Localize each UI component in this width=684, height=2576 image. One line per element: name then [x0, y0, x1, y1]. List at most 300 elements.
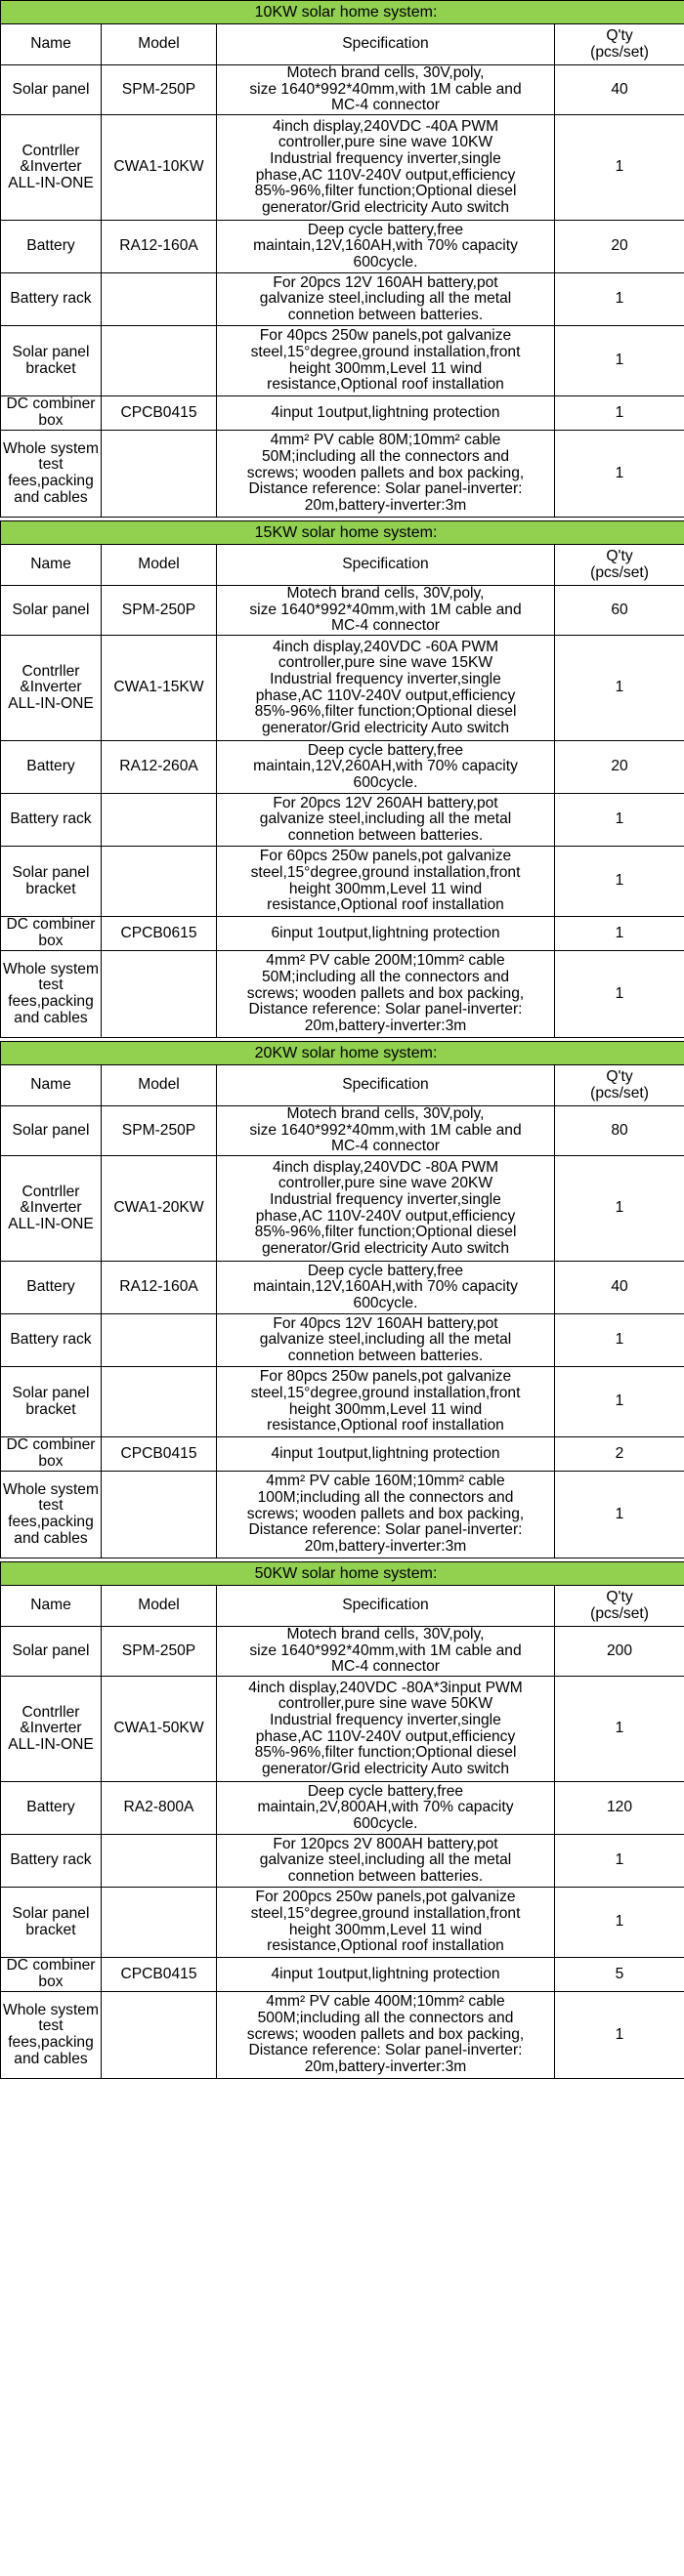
header-name: Name	[1, 1065, 102, 1106]
spec-line: connetion between batteries.	[287, 1867, 484, 1885]
item-name-line: &Inverter	[20, 158, 82, 176]
spec-line: Industrial frequency inverter,single	[270, 1190, 501, 1208]
header-name: Name	[1, 545, 102, 586]
item-model	[102, 794, 217, 847]
spec-line: galvanize steel,including all the metal	[259, 1851, 512, 1869]
item-model	[102, 1992, 217, 2079]
item-specification	[217, 1627, 555, 1677]
item-name-line: and cables	[14, 1529, 88, 1547]
item-name-line: Whole system	[3, 1480, 99, 1498]
item-name-line: Whole system	[3, 2001, 99, 2018]
spec-line: generator/Grid electricity Auto switch	[261, 1760, 510, 1777]
spec-line: 4input 1output,lightning protection	[271, 1965, 500, 1982]
item-name	[1, 1677, 102, 1782]
table-row	[1, 326, 684, 396]
item-name	[1, 221, 102, 273]
item-quantity: 1	[555, 1367, 684, 1437]
item-name-line: DC combiner	[6, 1957, 96, 1974]
spec-line: size 1640*992*40mm,with 1M cable and	[249, 80, 522, 98]
item-name	[1, 1835, 102, 1888]
header-model: Model	[102, 24, 217, 65]
item-model: CWA1-20KW	[102, 1156, 217, 1262]
spec-line: generator/Grid electricity Auto switch	[261, 198, 510, 216]
spec-line: For 200pcs 250w panels,pot galvanize	[255, 1889, 516, 1906]
item-name-line: &Inverter	[20, 1199, 82, 1217]
item-specification	[217, 1835, 555, 1888]
item-specification	[217, 741, 555, 794]
table-row	[1, 917, 684, 951]
item-quantity: 1	[555, 847, 684, 917]
item-quantity: 1	[555, 396, 684, 431]
spec-line: 4inch display,240VDC -60A PWM	[272, 638, 499, 655]
spec-line: 4mm² PV cable 400M;10mm² cable	[266, 1993, 505, 2011]
spec-line: 100M;including all the connectors and	[257, 1489, 514, 1507]
item-quantity: 40	[555, 1262, 684, 1314]
header-row	[1, 545, 684, 586]
spec-line: Motech brand cells, 30V,poly,	[286, 1626, 485, 1643]
item-name	[1, 951, 102, 1038]
spec-line: 85%-96%,filter function;Optional diesel	[254, 1224, 517, 1241]
item-specification	[217, 1958, 555, 1992]
item-name-line: ALL-IN-ONE	[8, 1215, 94, 1232]
header-qty-line: Q'ty	[606, 1588, 633, 1605]
table-row	[1, 847, 684, 917]
spec-line: 85%-96%,filter function;Optional diesel	[254, 183, 517, 200]
table-row	[1, 636, 684, 741]
header-row	[1, 1065, 684, 1106]
item-name	[1, 847, 102, 917]
item-specification	[217, 221, 555, 273]
item-name	[1, 794, 102, 847]
spec-line: 6input 1output,lightning protection	[271, 924, 500, 941]
table-row	[1, 273, 684, 326]
item-specification	[217, 1888, 555, 1958]
system-title: 20KW solar home system:	[1, 1042, 684, 1065]
item-name-line: fees,packing	[8, 993, 94, 1011]
spec-line: generator/Grid electricity Auto switch	[261, 1239, 510, 1257]
header-qty-line: (pcs/set)	[590, 1604, 649, 1622]
item-quantity: 1	[555, 636, 684, 741]
spec-line: height 300mm,Level 11 wind	[288, 1400, 483, 1418]
item-specification	[217, 1782, 555, 1835]
item-specification	[217, 794, 555, 847]
item-specification	[217, 1437, 555, 1472]
item-quantity: 2	[555, 1437, 684, 1472]
header-specification: Specification	[217, 24, 555, 65]
table-row	[1, 1262, 684, 1314]
item-name-line: Solar panel	[12, 80, 90, 98]
system-title-row	[1, 521, 684, 545]
item-name-line: box	[38, 1974, 64, 1991]
item-name-line: fees,packing	[8, 1514, 94, 1531]
spec-line: screws; wooden pallets and box packing,	[246, 464, 525, 481]
item-name-line: fees,packing	[8, 2034, 94, 2052]
item-name-line: DC combiner	[6, 916, 96, 934]
item-specification	[217, 586, 555, 636]
item-name	[1, 115, 102, 221]
spec-line: Motech brand cells, 30V,poly,	[286, 1105, 485, 1123]
item-quantity: 1	[555, 1472, 684, 1558]
item-model: CWA1-10KW	[102, 115, 217, 221]
item-model: SPM-250P	[102, 1106, 217, 1156]
system-table	[0, 0, 684, 518]
item-name	[1, 431, 102, 518]
spec-line: galvanize steel,including all the metal	[259, 1331, 512, 1349]
table-row	[1, 431, 684, 518]
item-name	[1, 1314, 102, 1367]
item-specification	[217, 847, 555, 917]
header-quantity	[555, 24, 684, 65]
header-quantity	[555, 1586, 684, 1627]
table-row	[1, 1888, 684, 1958]
item-name-line: Solar panel	[12, 601, 90, 618]
item-name-line: bracket	[25, 1921, 76, 1938]
system-title-row	[1, 1562, 684, 1586]
spec-line: 600cycle.	[353, 1294, 418, 1311]
header-qty-line: (pcs/set)	[590, 1084, 649, 1101]
item-specification	[217, 1472, 555, 1558]
item-quantity: 1	[555, 1992, 684, 2079]
table-row	[1, 221, 684, 273]
item-specification	[217, 951, 555, 1038]
item-name	[1, 1156, 102, 1262]
item-name-line: Battery rack	[10, 290, 92, 308]
item-model: RA12-260A	[102, 741, 217, 794]
item-model: SPM-250P	[102, 65, 217, 115]
item-model	[102, 1314, 217, 1367]
item-model: RA12-160A	[102, 221, 217, 273]
table-row	[1, 1314, 684, 1367]
item-name	[1, 1627, 102, 1677]
spec-line: connetion between batteries.	[287, 1347, 484, 1364]
spec-line: phase,AC 110V-240V output,efficiency	[255, 686, 516, 704]
spec-line: maintain,12V,160AH,with 70% capacity	[253, 1278, 518, 1296]
spec-line: Distance reference: Solar panel-inverter:	[248, 480, 523, 498]
header-quantity	[555, 1065, 684, 1106]
spec-line: For 40pcs 12V 160AH battery,pot	[273, 1314, 498, 1332]
item-name-line: Solar panel	[12, 343, 90, 360]
spec-line: generator/Grid electricity Auto switch	[261, 719, 510, 736]
item-quantity: 1	[555, 951, 684, 1038]
item-name	[1, 741, 102, 794]
item-specification	[217, 396, 555, 431]
item-specification	[217, 636, 555, 741]
spec-line: controller,pure sine wave 50KW	[278, 1695, 493, 1713]
item-name-line: DC combiner	[6, 1436, 96, 1454]
item-name-line: test	[38, 1497, 64, 1515]
table-row	[1, 586, 684, 636]
system-title-row	[1, 1042, 684, 1065]
item-name-line: DC combiner	[6, 395, 96, 413]
spec-line: Motech brand cells, 30V,poly,	[286, 585, 485, 602]
item-model: CPCB0415	[102, 1958, 217, 1992]
header-model: Model	[102, 545, 217, 586]
item-model: CWA1-50KW	[102, 1677, 217, 1782]
spec-line: 4input 1output,lightning protection	[271, 403, 500, 421]
spec-line: For 20pcs 12V 260AH battery,pot	[273, 794, 498, 811]
spec-line: 20m,battery-inverter:3m	[304, 1018, 467, 1035]
table-row	[1, 794, 684, 847]
spec-line: For 20pcs 12V 160AH battery,pot	[273, 273, 498, 291]
item-name-line: Whole system	[3, 960, 99, 977]
item-model: CPCB0415	[102, 1437, 217, 1472]
spec-line: MC-4 connector	[331, 1138, 440, 1155]
item-name-line: Battery	[26, 1799, 75, 1816]
item-specification	[217, 1156, 555, 1262]
item-quantity: 1	[555, 326, 684, 396]
item-quantity: 1	[555, 917, 684, 951]
spec-line: controller,pure sine wave 20KW	[278, 1175, 493, 1192]
spec-line: Motech brand cells, 30V,poly,	[286, 64, 485, 81]
header-model: Model	[102, 1065, 217, 1106]
spec-line: Deep cycle battery,free	[307, 1262, 464, 1279]
item-quantity: 40	[555, 65, 684, 115]
item-quantity: 1	[555, 115, 684, 221]
item-specification	[217, 65, 555, 115]
item-quantity: 1	[555, 1314, 684, 1367]
item-name	[1, 65, 102, 115]
item-name	[1, 1262, 102, 1314]
item-name	[1, 917, 102, 951]
spec-line: size 1640*992*40mm,with 1M cable and	[249, 1641, 522, 1659]
item-name-line: Solar panel	[12, 863, 90, 881]
spec-line: For 60pcs 250w panels,pot galvanize	[259, 848, 512, 865]
item-name-line: Solar panel	[12, 1904, 90, 1922]
spec-line: steel,15°degree,ground installation,front	[250, 1384, 521, 1401]
item-name-line: Solar panel	[12, 1384, 90, 1401]
item-name	[1, 1992, 102, 2079]
item-name-line: Contrller	[21, 1703, 80, 1721]
item-model	[102, 431, 217, 518]
spec-line: galvanize steel,including all the metal	[259, 810, 512, 828]
spec-line: height 300mm,Level 11 wind	[288, 1921, 483, 1938]
item-specification	[217, 273, 555, 326]
spec-line: steel,15°degree,ground installation,front	[250, 1904, 521, 1922]
spec-line: 4mm² PV cable 200M;10mm² cable	[266, 952, 505, 970]
spec-line: Industrial frequency inverter,single	[270, 149, 501, 167]
item-quantity: 1	[555, 273, 684, 326]
table-row	[1, 1677, 684, 1782]
item-name-line: bracket	[25, 880, 76, 897]
item-name-line: test	[38, 976, 64, 994]
item-model: SPM-250P	[102, 1627, 217, 1677]
spec-line: resistance,Optional roof installation	[267, 896, 504, 914]
spec-line: maintain,12V,260AH,with 70% capacity	[253, 758, 518, 775]
table-row	[1, 1958, 684, 1992]
header-qty-line: Q'ty	[606, 547, 633, 564]
table-row	[1, 1106, 684, 1156]
table-row	[1, 115, 684, 221]
spec-line: size 1640*992*40mm,with 1M cable and	[249, 1121, 522, 1139]
item-name-line: Contrller	[21, 1183, 80, 1200]
spec-line: MC-4 connector	[331, 617, 440, 635]
spec-line: height 300mm,Level 11 wind	[288, 880, 483, 897]
spec-line: 20m,battery-inverter:3m	[304, 2058, 467, 2076]
item-quantity: 20	[555, 741, 684, 794]
spec-line: phase,AC 110V-240V output,efficiency	[255, 166, 516, 184]
item-name-line: Battery rack	[10, 1851, 92, 1869]
item-specification	[217, 431, 555, 518]
table-row	[1, 1835, 684, 1888]
item-model	[102, 1888, 217, 1958]
item-quantity: 1	[555, 1677, 684, 1782]
item-name-line: ALL-IN-ONE	[8, 694, 94, 712]
item-quantity: 1	[555, 1888, 684, 1958]
system-table	[0, 1041, 684, 1558]
item-name	[1, 396, 102, 431]
item-name	[1, 636, 102, 741]
item-model: CPCB0415	[102, 396, 217, 431]
spec-line: 4mm² PV cable 80M;10mm² cable	[270, 432, 501, 449]
item-model	[102, 1367, 217, 1437]
item-quantity: 1	[555, 1835, 684, 1888]
item-model: CPCB0615	[102, 917, 217, 951]
spec-line: 20m,battery-inverter:3m	[304, 497, 467, 515]
system-table	[0, 520, 684, 1038]
table-row	[1, 951, 684, 1038]
item-quantity: 80	[555, 1106, 684, 1156]
system-title-row	[1, 1, 684, 24]
spec-line: controller,pure sine wave 10KW	[278, 134, 493, 151]
spec-line: connetion between batteries.	[287, 306, 484, 323]
item-specification	[217, 1262, 555, 1314]
system-title: 15KW solar home system:	[1, 521, 684, 545]
item-model: SPM-250P	[102, 586, 217, 636]
item-model	[102, 951, 217, 1038]
spec-line: maintain,2V,800AH,with 70% capacity	[257, 1799, 514, 1816]
spec-line: 500M;including all the connectors and	[257, 2010, 514, 2027]
item-specification	[217, 115, 555, 221]
spec-line: screws; wooden pallets and box packing,	[246, 2025, 525, 2043]
spec-line: screws; wooden pallets and box packing,	[246, 1505, 525, 1522]
item-specification	[217, 917, 555, 951]
spec-line: resistance,Optional roof installation	[267, 1937, 504, 1955]
header-qty-line: (pcs/set)	[590, 563, 649, 581]
item-name	[1, 273, 102, 326]
item-name-line: Battery	[26, 758, 75, 775]
item-name	[1, 1472, 102, 1558]
spec-line: 50M;including all the connectors and	[261, 448, 510, 465]
item-name-line: Battery	[26, 1278, 75, 1296]
item-name-line: Contrller	[21, 142, 80, 159]
item-quantity: 5	[555, 1958, 684, 1992]
spec-line: steel,15°degree,ground installation,front	[250, 343, 521, 360]
spec-line: Industrial frequency inverter,single	[270, 1711, 501, 1728]
spec-line: For 120pcs 2V 800AH battery,pot	[273, 1835, 498, 1852]
item-specification	[217, 1992, 555, 2079]
spec-line: 4inch display,240VDC -40A PWM	[272, 117, 499, 135]
spec-line: 600cycle.	[353, 1814, 418, 1832]
spec-line: 4inch display,240VDC -80A*3input PWM	[248, 1679, 523, 1696]
table-row	[1, 1156, 684, 1262]
item-name-line: &Inverter	[20, 679, 82, 696]
item-model: CWA1-15KW	[102, 636, 217, 741]
spec-line: Industrial frequency inverter,single	[270, 670, 501, 687]
item-name	[1, 1106, 102, 1156]
item-name	[1, 1437, 102, 1472]
item-name-line: Contrller	[21, 662, 80, 680]
item-specification	[217, 1106, 555, 1156]
header-name: Name	[1, 1586, 102, 1627]
spec-line: galvanize steel,including all the metal	[259, 290, 512, 308]
spec-line: 4input 1output,lightning protection	[271, 1444, 500, 1462]
item-quantity: 20	[555, 221, 684, 273]
item-name-line: Battery rack	[10, 1331, 92, 1349]
item-model: RA2-800A	[102, 1782, 217, 1835]
table-row	[1, 1782, 684, 1835]
item-name-line: Solar panel	[12, 1641, 90, 1659]
item-quantity: 200	[555, 1627, 684, 1677]
spec-line: Deep cycle battery,free	[307, 741, 464, 759]
item-name	[1, 1782, 102, 1835]
header-qty-line: (pcs/set)	[590, 43, 649, 61]
spec-line: 20m,battery-inverter:3m	[304, 1538, 467, 1556]
item-name-line: test	[38, 2017, 64, 2035]
spec-line: steel,15°degree,ground installation,front	[250, 863, 521, 881]
header-row	[1, 1586, 684, 1627]
spec-line: 4inch display,240VDC -80A PWM	[272, 1158, 499, 1176]
spec-line: 600cycle.	[353, 253, 418, 270]
table-row	[1, 1627, 684, 1677]
spec-line: Deep cycle battery,free	[307, 221, 464, 238]
item-name	[1, 1888, 102, 1958]
item-quantity: 1	[555, 794, 684, 847]
header-qty-line: Q'ty	[606, 26, 633, 44]
header-name: Name	[1, 24, 102, 65]
table-row	[1, 396, 684, 431]
item-quantity: 1	[555, 1156, 684, 1262]
item-name-line: &Inverter	[20, 1720, 82, 1737]
item-specification	[217, 1677, 555, 1782]
item-name-line: box	[38, 933, 64, 950]
item-name-line: box	[38, 412, 64, 430]
spec-line: phase,AC 110V-240V output,efficiency	[255, 1727, 516, 1745]
spec-line: phase,AC 110V-240V output,efficiency	[255, 1207, 516, 1225]
spec-line: 600cycle.	[353, 773, 418, 791]
table-row	[1, 741, 684, 794]
header-row	[1, 24, 684, 65]
item-model	[102, 326, 217, 396]
item-name-line: and cables	[14, 488, 88, 506]
spec-line: Distance reference: Solar panel-inverter:	[248, 1521, 523, 1539]
item-name-line: Solar panel	[12, 1121, 90, 1139]
item-name-line: bracket	[25, 359, 76, 377]
spec-line: height 300mm,Level 11 wind	[288, 359, 483, 377]
item-name-line: ALL-IN-ONE	[8, 174, 94, 191]
item-name	[1, 586, 102, 636]
item-specification	[217, 1367, 555, 1437]
item-name	[1, 1958, 102, 1992]
spec-line: Distance reference: Solar panel-inverter:	[248, 1001, 523, 1018]
system-table	[0, 1561, 684, 2079]
item-name-line: Whole system	[3, 439, 99, 457]
table-row	[1, 1437, 684, 1472]
item-model	[102, 1835, 217, 1888]
spec-line: 4mm² PV cable 160M;10mm² cable	[266, 1473, 505, 1490]
header-specification: Specification	[217, 1065, 555, 1106]
item-name	[1, 1367, 102, 1437]
spec-line: size 1640*992*40mm,with 1M cable and	[249, 601, 522, 618]
table-row	[1, 65, 684, 115]
spec-line: 85%-96%,filter function;Optional diesel	[254, 703, 517, 721]
item-name-line: test	[38, 456, 64, 474]
header-model: Model	[102, 1586, 217, 1627]
spec-line: MC-4 connector	[331, 1658, 440, 1676]
header-quantity	[555, 545, 684, 586]
item-quantity: 60	[555, 586, 684, 636]
header-specification: Specification	[217, 545, 555, 586]
table-row	[1, 1472, 684, 1558]
